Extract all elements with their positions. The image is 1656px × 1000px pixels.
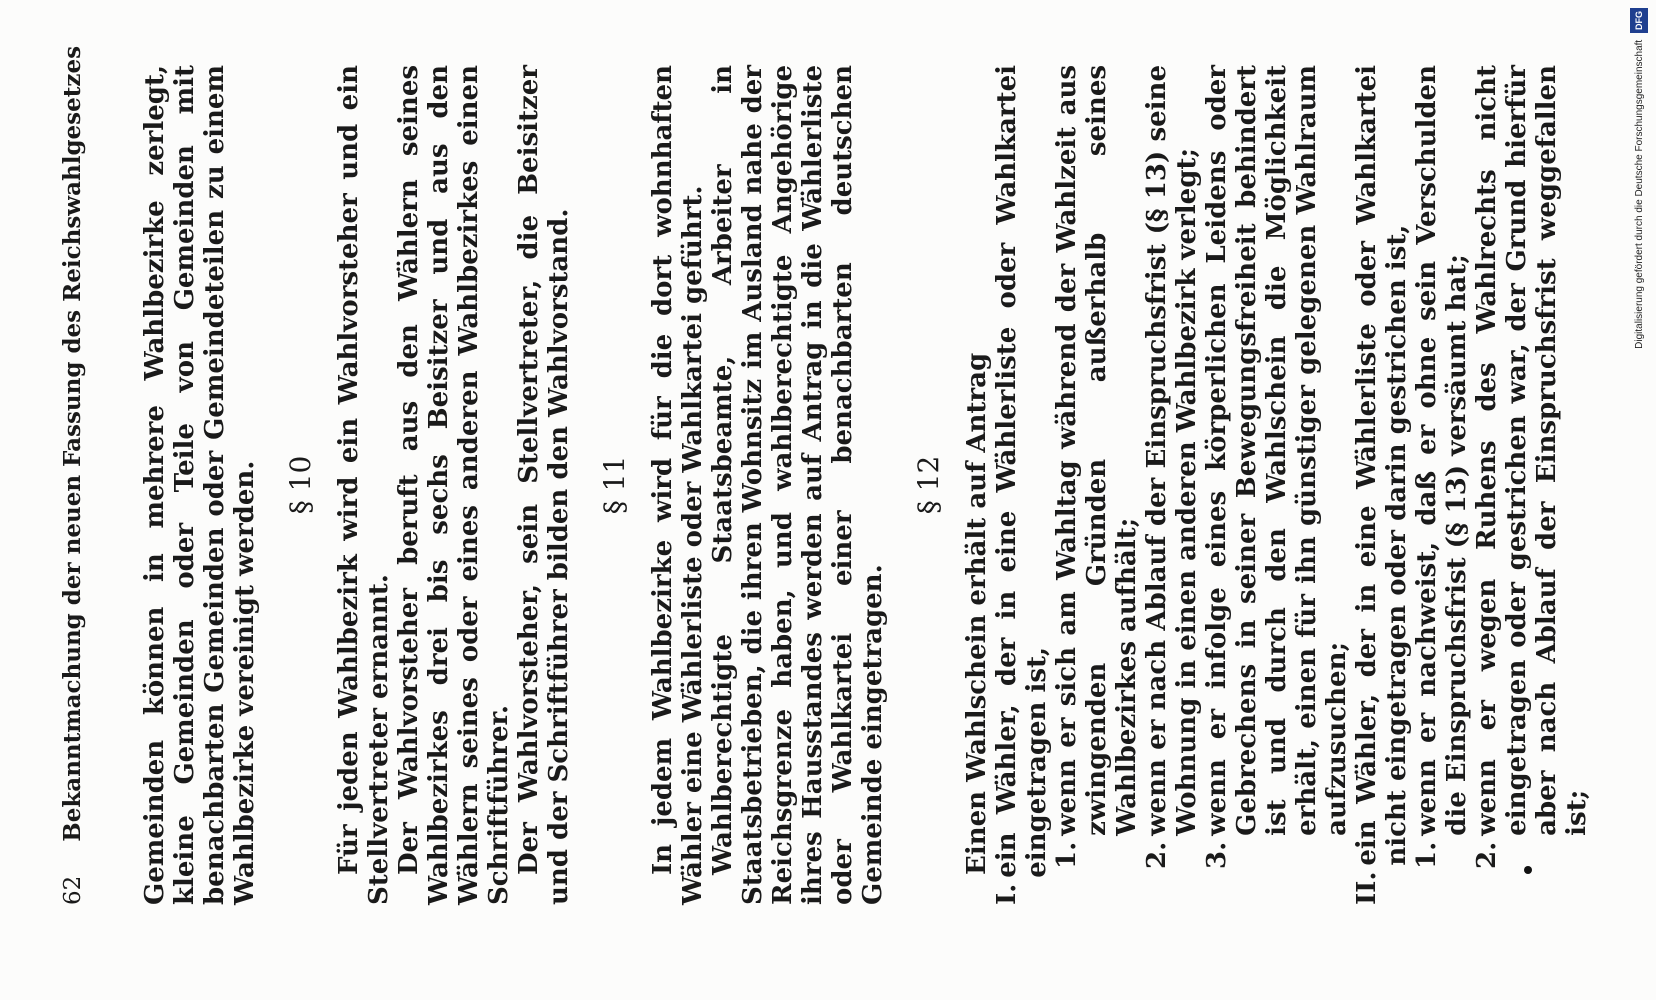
list-item — [1142, 65, 1202, 869]
list-item-number: 1. — [1052, 841, 1082, 869]
funding-note-text-wrapper — [1630, 0, 1649, 1000]
list-item-text: wenn er wegen Ruhens des Wahlrechts nicht eingetragen oder gestrichen war, der Grund hierfür aber nach Ablauf der Einspruchsfrist weggefallen ist; — [1472, 65, 1592, 836]
section-10-paragraph: Der Wahlvorsteher, sein Stellvertreter, die Beisitzer und der Schriftführer bilden den Wahlvorstand. — [514, 65, 574, 905]
section-heading-12: § 12 — [912, 455, 945, 515]
list-item-text: wenn er sich am Wahltag während der Wahlzeit aus zwingenden Gründen außerhalb seines Wahlbezirkes aufhält; — [1052, 65, 1142, 836]
section-heading-10: § 10 — [284, 455, 317, 515]
list-item-number: 2. — [1142, 841, 1172, 869]
list-item-number: 1. — [1412, 841, 1442, 869]
list-item — [992, 65, 1052, 905]
list-item — [1202, 65, 1352, 869]
funding-note — [1630, 0, 1652, 1000]
intro-paragraph: Gemeinden können in mehrere Wahlbezirke zerlegt, kleine Gemeinden oder Teile von Gemeinden mit benachbarten Gemeinden oder Gemeindeteilen zu einem Wahlbezirke vereinigt werden. — [140, 65, 260, 905]
funding-note-text: Digitalisierung gefördert durch die Deutsche Forschungsgemeinschaft — [1634, 39, 1645, 349]
page-header — [58, 45, 88, 905]
list-item-text: wenn er infolge eines körperlichen Leidens oder Gebrechens in seiner Bewegungsfreiheit behindert ist und durch den Wahlschein die Möglichkeit erhält, einen für ihn günstiger gelegenen Wahlraum aufzusuchen; — [1202, 65, 1352, 836]
list-item-number: 3. — [1202, 841, 1232, 869]
section-10-paragraph: Der Wahlvorsteher beruft aus den Wählern seines Wahlbezirkes drei bis sechs Beisitzer und aus den Wählern seines oder eines anderen Wahlbezirkes einen Schriftführer. — [394, 65, 514, 905]
section-heading-11: § 11 — [598, 455, 631, 515]
list-item — [1352, 65, 1412, 905]
list-item-text: wenn er nach Ablauf der Einspruchsfrist (§ 13) seine Wohnung in einen anderen Wahlbezirk verlegt; — [1142, 65, 1202, 836]
list-item — [1412, 65, 1472, 869]
list-item-text: wenn er nachweist, daß er ohne sein Verschulden die Einspruchsfrist (§ 13) versäumt hat; — [1412, 65, 1472, 836]
list-item-text: ein Wähler, der in eine Wählerliste oder Wahlkartei eingetragen ist, — [992, 65, 1052, 878]
list-item — [1052, 65, 1142, 869]
section-11-paragraph: Wahlberechtigte Staatsbeamte, Arbeiter in Staatsbetrieben, die ihren Wohnsitz im Ausland nahe der Reichsgrenze haben, und wahlberechtigte Angehörige ihres Hausstandes werden auf Antrag in die Wählerliste oder Wahlkartei einer benachbarten deutschen Gemeinde eingetragen. — [708, 65, 888, 905]
list-item-text: ein Wähler, der in eine Wählerliste oder Wahlkartei nicht eingetragen oder darin gestrichen ist, — [1352, 65, 1412, 866]
ink-dot — [1524, 866, 1532, 874]
dfg-logo: DFG — [1630, 8, 1648, 33]
list-item — [1472, 65, 1592, 869]
section-11-paragraph: In jedem Wahlbezirke wird für die dort wohnhaften Wähler eine Wählerliste oder Wahlkartei geführt. — [648, 65, 708, 905]
list-item-number: 2. — [1472, 841, 1502, 869]
section-10-paragraph: Für jeden Wahlbezirk wird ein Wahlvorsteher und ein Stellvertreter ernannt. — [334, 65, 394, 905]
section-12-intro: Einen Wahlschein erhält auf Antrag — [962, 352, 992, 875]
page-number: 62 — [60, 875, 86, 905]
list-item-number: II. — [1352, 871, 1382, 905]
running-title: Bekanntmachung der neuen Fassung des Reichswahlgesetzes — [59, 45, 86, 842]
list-item-number: I. — [992, 883, 1022, 905]
page-content — [58, 45, 1592, 905]
